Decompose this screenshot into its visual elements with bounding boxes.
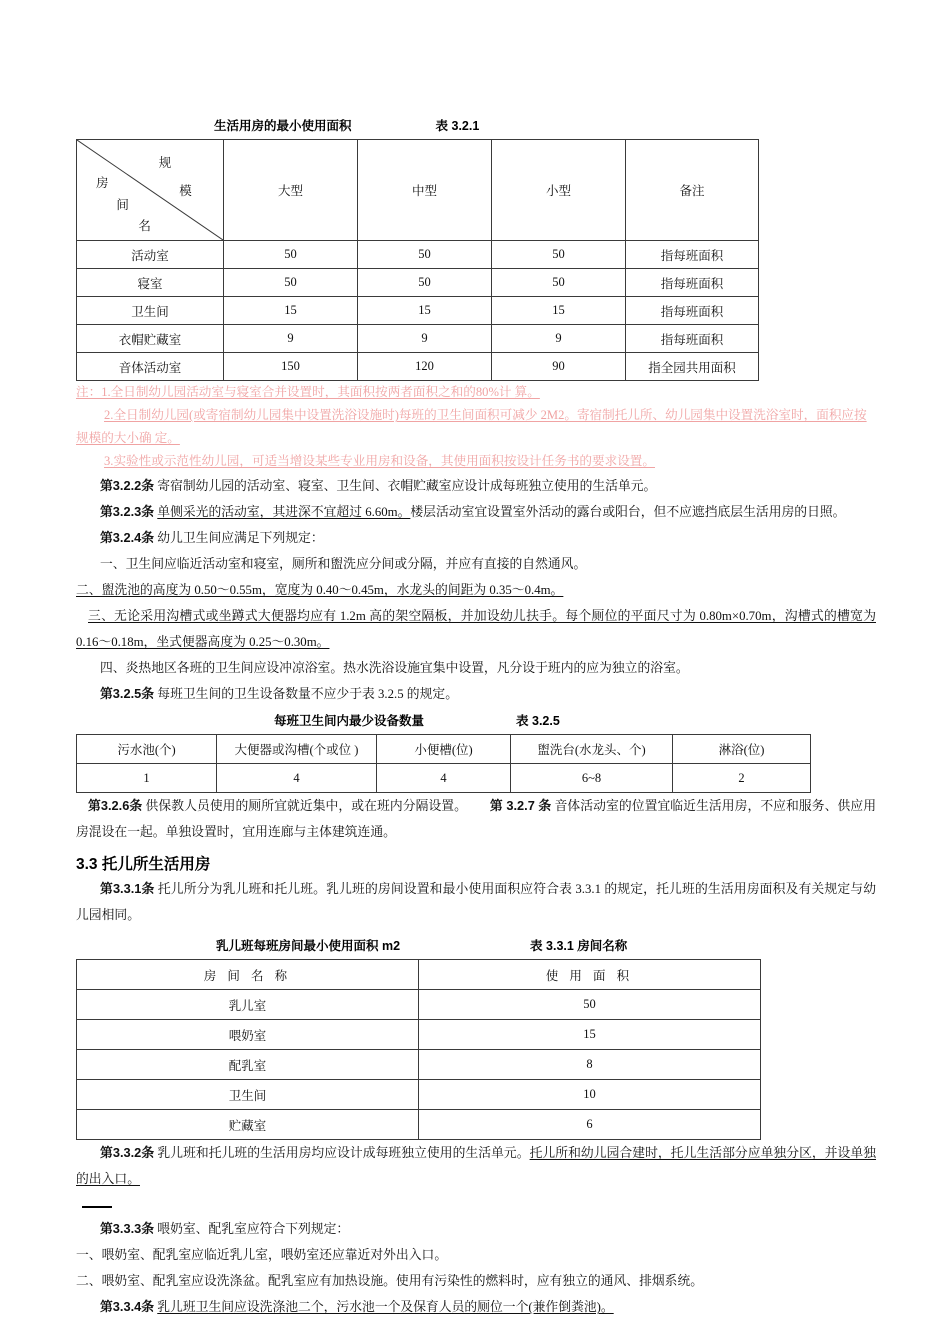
clause-334 [76,1294,876,1320]
table-331-cell-area: 6 [419,1110,761,1140]
document-content [76,118,876,1320]
table-cell-remark: 指全园共用面积 [626,353,759,381]
table-cell-large: 50 [224,269,358,297]
table-321-header-medium: 中型 [358,140,492,241]
table-row-header [77,960,761,990]
clause-324-item-3: 三、无论采用沟槽式或坐蹲式大便器均应有 1.2m 高的架空隔板，并加设幼儿扶手。每个厕位的平面尺寸为 0.80m×0.70m，沟槽式的槽宽为 0.16～0.18m，坐式便器高度为 0.25～0.30m。 [76,609,876,649]
table-cell-medium: 9 [358,325,492,353]
table-331-cell-room: 乳儿室 [77,990,419,1020]
clause-332-text: 乳儿班和托儿班的生活用房均应设计成每班独立使用的生活单元。 [157,1146,530,1160]
table-row [77,990,761,1020]
table-cell-room-name: 活动室 [77,241,224,269]
clause-323-text: 楼层活动室宜设置室外活动的露台或阳台，但不应遮挡底层生活用房的日照。 [410,505,846,519]
clause-324-label: 第3.2.4条 [100,530,155,545]
table-325-value-sewage: 1 [77,764,217,793]
table-331-cell-area: 8 [419,1050,761,1080]
clause-334-label: 第3.3.4条 [100,1299,155,1314]
table-row [77,1020,761,1050]
note-red-line-1: 注：1.全日制幼儿园活动室与寝室合并设置时，其面积按两者面积之和的80%计 算。 [76,385,540,399]
table-321-caption-number: 表 3.2.1 [435,119,480,133]
table-cell-small: 90 [492,353,626,381]
clause-325-label: 第3.2.5条 [100,686,155,701]
section-heading-33: 3.3 托儿所生活用房 [76,856,211,873]
corner-label-gui: 规 [158,156,172,170]
table-321-header-large: 大型 [224,140,358,241]
corner-label-mo: 模 [179,184,192,198]
note-red-line-3: 3.实验性或示范性幼儿园，可适当增设某些专业用房和设备，其使用面积按设计任务书的要求设置。 [104,454,655,468]
table-321-header-small: 小型 [492,140,626,241]
clause-326-327 [76,793,876,845]
table-cell-large: 150 [224,353,358,381]
table-row [77,1050,761,1080]
clause-333 [76,1216,876,1242]
clause-326-label: 第3.2.6条 [88,798,143,813]
table-325-header-sewage: 污水池(个) [77,735,217,764]
note-red-line-2: 2.全日制幼儿园(或寄宿制幼儿园集中设置洗浴设施时)每班的卫生间面积可减少 2M2。寄宿制托儿所、幼儿园集中设置洗浴室时，面积应按规模的大小确 定。 [76,408,867,445]
clause-325 [76,681,876,707]
table-row [77,269,759,297]
clause-322-text: 寄宿制幼儿园的活动室、寝室、卫生间、衣帽贮藏室应设计成每班独立使用的生活单元。 [157,479,657,493]
table-cell-small: 50 [492,241,626,269]
clause-331 [76,876,876,928]
table-331-cell-room: 贮藏室 [77,1110,419,1140]
table-cell-room-name: 卫生间 [77,297,224,325]
table-331-cell-room: 配乳室 [77,1050,419,1080]
table-row-header [77,140,759,241]
table-row [77,1080,761,1110]
table-325-header-urinal: 小便槽(位) [377,735,511,764]
table-cell-remark: 指每班面积 [626,297,759,325]
clause-327-text: 音体活动室的位置宜临近生活用房，不应和服务、供应用房混设在一起。单独设置时，宜用连廊与主体建筑连通。 [76,799,877,839]
corner-label-fang: 房 [95,176,109,190]
table-row [77,297,759,325]
clause-331-label: 第3.3.1条 [100,881,155,896]
table-row [77,325,759,353]
table-325-caption [76,713,876,729]
table-cell-medium: 50 [358,269,492,297]
table-cell-medium: 120 [358,353,492,381]
clause-334-underlined: 乳儿班卫生间应设洗涤池二个，污水池一个及保育人员的厕位一个(兼作倒粪池)。 [157,1300,614,1314]
table-331-cell-area: 15 [419,1020,761,1050]
table-331-caption-title: 乳儿班每班房间最小使用面积 m2 [216,939,401,953]
table-321-caption [76,118,876,134]
clause-324-item-1: 一、卫生间应临近活动室和寝室，厕所和盥洗应分间或分隔，并应有直接的自然通风。 [100,557,587,571]
table-325-value-washbasin: 6~8 [511,764,673,793]
clause-322 [76,473,876,499]
table-cell-room-name: 音体活动室 [77,353,224,381]
clause-333-item-2: 二、喂奶室、配乳室应设洗涤盆。配乳室应有加热设施。使用有污染性的燃料时，应有独立的通风、排烟系统。 [76,1274,704,1288]
table-cell-small: 15 [492,297,626,325]
corner-label-jian: 间 [116,198,129,212]
table-325-header-toilet: 大便器或沟槽(个或位 ) [217,735,377,764]
table-row [77,241,759,269]
clause-326-text: 供保教人员使用的厕所宜就近集中，或在班内分隔设置。 [145,799,468,813]
table-331-cell-room: 卫生间 [77,1080,419,1110]
table-cell-medium: 50 [358,241,492,269]
table-infant-class-min-area [76,959,761,1140]
table-cell-room-name: 寝室 [77,269,224,297]
clause-324-item-4: 四、炎热地区各班的卫生间应设冲凉浴室。热水洗浴设施宜集中设置，凡分设于班内的应为独立的浴室。 [100,661,689,675]
table-331-cell-area: 50 [419,990,761,1020]
table-cell-medium: 15 [358,297,492,325]
table-331-cell-area: 10 [419,1080,761,1110]
table-row-header [77,735,811,764]
table-cell-small: 9 [492,325,626,353]
table-cell-remark: 指每班面积 [626,325,759,353]
clause-333-item-1: 一、喂奶室、配乳室应临近乳儿室，喂奶室还应靠近对外出入口。 [76,1248,448,1262]
table-331-caption-number: 表 3.3.1 房间名称 [530,939,628,953]
table-325-header-washbasin: 盥洗台(水龙头、个) [511,735,673,764]
table-331-caption [76,938,876,954]
table-321-caption-title: 生活用房的最小使用面积 [214,119,352,133]
table-331-header-room: 房 间 名 称 [77,960,419,990]
table-325-header-shower: 淋浴(位) [673,735,811,764]
clause-327-label: 第 3.2.7 条 [489,798,552,813]
clause-322-label: 第3.2.2条 [100,478,155,493]
table-cell-remark: 指每班面积 [626,269,759,297]
clause-324-item-2: 二、盥洗池的高度为 0.50～0.55m，宽度为 0.40～0.45m，水龙头的间距为 0.35～0.4m。 [76,583,564,597]
table-321-header-remark: 备注 [626,140,759,241]
clause-323-underlined: 单侧采光的活动室，其进深不宜超过 6.60m。 [157,505,411,519]
table-minimum-area-living-rooms [76,139,759,381]
table-325-value-toilet: 4 [217,764,377,793]
clause-332-label: 第3.3.2条 [100,1145,155,1160]
clause-333-label: 第3.3.3条 [100,1221,155,1236]
table-331-header-area: 使 用 面 积 [419,960,761,990]
table-331-cell-room: 喂奶室 [77,1020,419,1050]
table-cell-large: 50 [224,241,358,269]
table-325-value-shower: 2 [673,764,811,793]
clause-323-label: 第3.2.3条 [100,504,155,519]
clause-323 [76,499,876,525]
table-min-sanitary-equipment [76,734,811,793]
table-cell-small: 50 [492,269,626,297]
table-325-caption-title: 每班卫生间内最少设备数量 [274,714,425,728]
clause-331-text: 托儿所分为乳儿班和托儿班。乳儿班的房间设置和最小使用面积应符合表 3.3.1 的规定，托儿班的生活用房面积及有关规定与幼儿园相同。 [76,882,876,922]
corner-label-ming: 名 [138,219,151,233]
clause-332 [76,1140,876,1192]
clause-332-underlined: 托儿所和幼儿园合建时，托儿生活部分应单独分区，并设单独的出入口。 [76,1146,877,1186]
clause-325-text: 每班卫生间的卫生设备数量不应少于表 3.2.5 的规定。 [157,687,458,701]
clause-333-text: 喂奶室、配乳室应符合下列规定： [157,1222,350,1236]
footnote-separator-rule [82,1206,112,1208]
table-row [77,764,811,793]
table-cell-remark: 指每班面积 [626,241,759,269]
table-cell-large: 9 [224,325,358,353]
table-cell-large: 15 [224,297,358,325]
table-325-value-urinal: 4 [377,764,511,793]
table-row [77,1110,761,1140]
table-325-caption-number: 表 3.2.5 [516,714,560,728]
table-cell-room-name: 衣帽贮藏室 [77,325,224,353]
table-row [77,353,759,381]
clause-324-text: 幼儿卫生间应满足下列规定： [157,531,324,545]
table-321-corner-cell [77,140,224,241]
clause-324 [76,525,876,551]
